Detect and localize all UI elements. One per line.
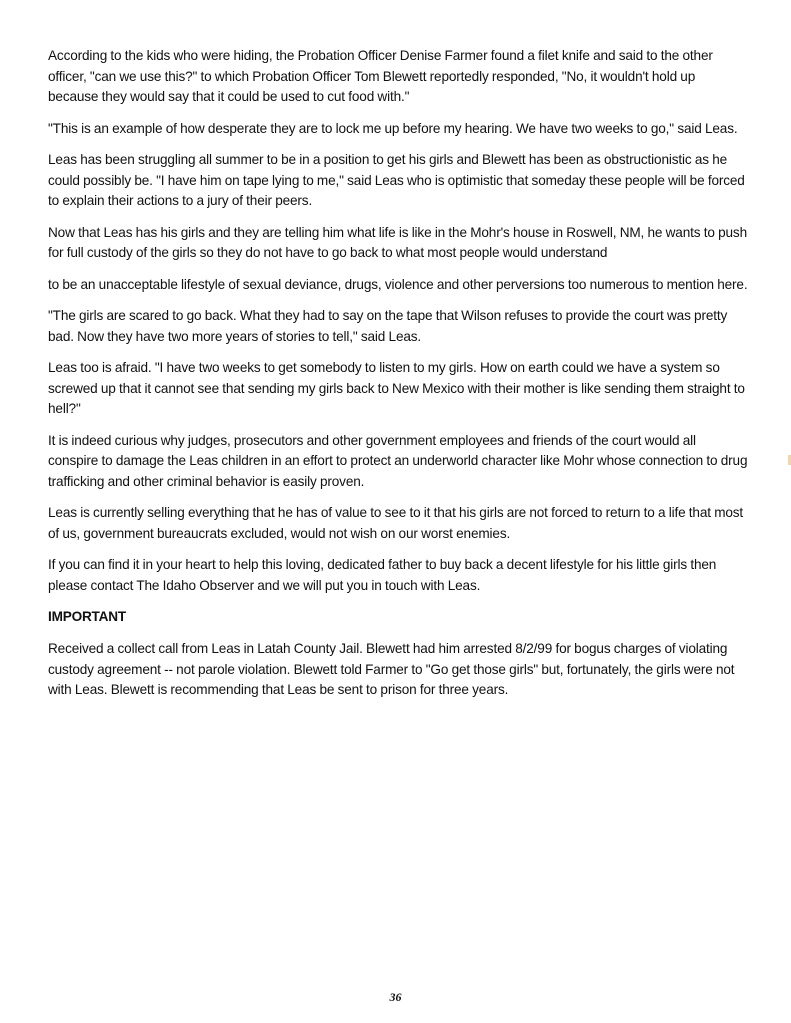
paragraph-selling-everything: Leas is currently selling everything that he has of value to see to it that his girls are not forced to return to a life that most of us, government bureaucrats excluded, would not wish on our worst enemies. [48,505,744,541]
paragraph-struggling-summer: Leas has been struggling all summer to be in a position to get his girls and Blewett has been as obstructionistic as he could possibly be. "I have him on tape lying to me," said Leas who is optimistic that someday these people will be forced to explain their actions to a jury of their peers. [48,152,745,208]
paragraph-leas-afraid: Leas too is afraid. "I have two weeks to get somebody to listen to my girls. How on earth could we have a system so screwed up that it cannot see that sending my girls back to New Mexico with their mother is like sending them straight to hell?" [48,360,745,416]
paragraph-collect-call: Received a collect call from Leas in Latah County Jail. Blewett had him arrested 8/2/99 for bogus charges of violating custody agreement -- not parole violation. Blewett told Farmer to "Go get those girls" but, fortunately, the girls were not with Leas. Blewett is recommending that Leas be sent to prison for three years. [48,641,735,697]
paragraph-full-custody: Now that Leas has his girls and they are telling him what life is like in the Mohr's house in Roswell, NM, he wants to push for full custody of the girls so they do not have to go back to what most people would understand [48,224,747,260]
page-number: 36 [389,990,402,1004]
paragraph-desperate-quote: "This is an example of how desperate they are to lock me up before my hearing. We have two weeks to go," said Leas. [48,120,738,136]
document-body [48,46,748,712]
paragraph-girls-scared: "The girls are scared to go back. What they had to say on the tape that Wilson refuses to provide the court was pretty bad. Now they have two more years of stories to tell," said Leas. [48,308,728,344]
paragraph-knife-incident: According to the kids who were hiding, the Probation Officer Denise Farmer found a filet knife and said to the other officer, "can we use this?" to which Probation Officer Tom Blewett reportedly responded, "No, it wouldn't hold up because they would say that it could be used to cut food with." [48,48,713,104]
paragraph-call-to-help: If you can find it in your heart to help this loving, dedicated father to buy back a decent lifestyle for his little girls then please contact The Idaho Observer and we will put you in touch with Leas. [48,557,717,593]
paragraph-curious-conspiracy: It is indeed curious why judges, prosecutors and other government employees and friends of the court would all conspire to damage the Leas children in an effort to protect an underworld character like Mohr whose connection to drug trafficking and other criminal behavior is easily proven. [48,432,748,489]
paragraph-unacceptable-lifestyle: to be an unacceptable lifestyle of sexual deviance, drugs, violence and other perversions too numerous to mention here. [48,276,748,292]
important-heading: IMPORTANT [48,609,126,624]
